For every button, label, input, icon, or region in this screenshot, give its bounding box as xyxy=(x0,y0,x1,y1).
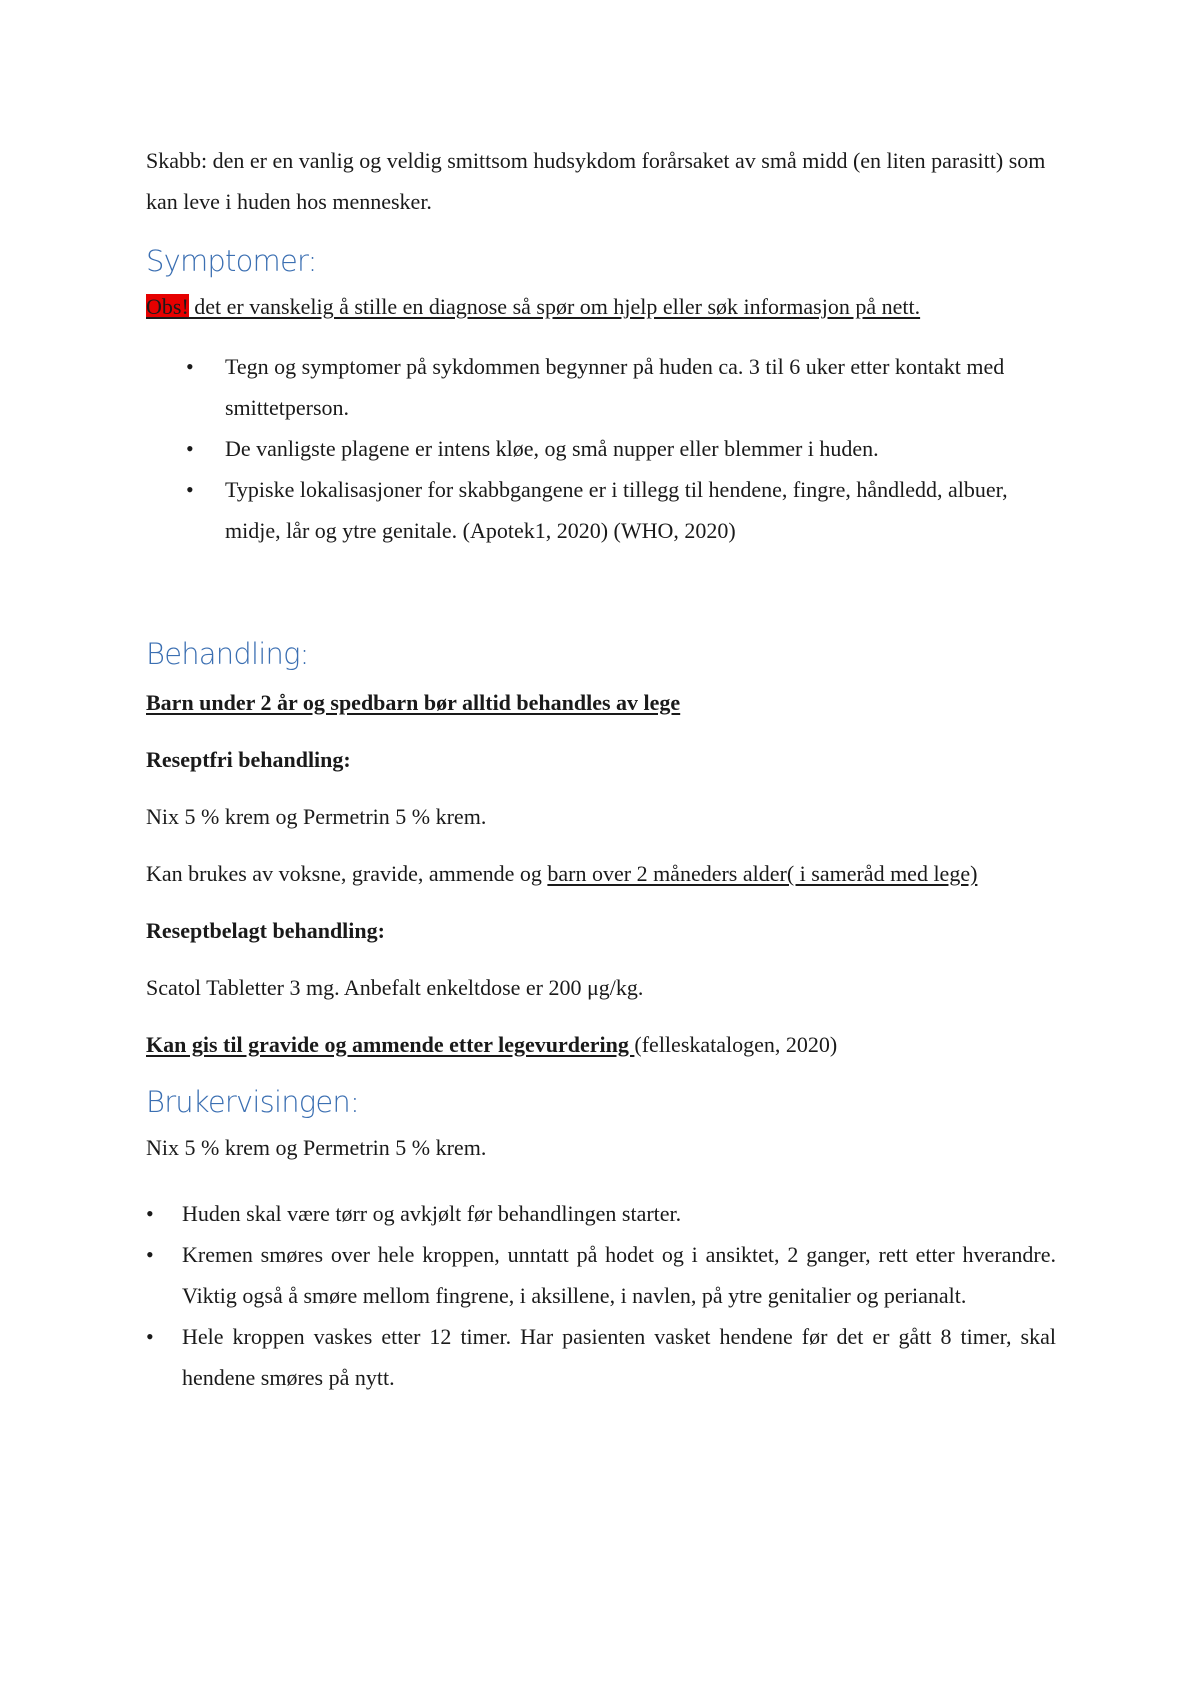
list-item: • Huden skal være tørr og avkjølt før behandlingen starter. xyxy=(146,1193,1056,1234)
otc-heading: Reseptfri behandling: xyxy=(146,747,351,772)
usage-guide-heading: Brukervisingen: xyxy=(146,1085,359,1119)
children-warning: Barn under 2 år og spedbarn bør alltid behandles av lege xyxy=(146,690,681,715)
otc-products: Nix 5 % krem og Permetrin 5 % krem. xyxy=(146,804,487,829)
treatment-heading: Behandling: xyxy=(146,637,309,671)
list-item: • Hele kroppen vaskes etter 12 timer. Har pasienten vasket hendene før det er gått 8 timer, skal hendene smøres på nytt. xyxy=(146,1316,1056,1398)
obs-label: Obs! xyxy=(146,294,189,319)
otc-usage-age-note: barn over 2 måneders alder( i sameråd med lege) xyxy=(547,861,978,886)
obs-note xyxy=(146,286,1056,327)
rx-pregnancy-text: Kan gis til gravide og ammende etter legevurdering xyxy=(146,1032,635,1057)
rx-product: Scatol Tabletter 3 mg. Anbefalt enkeltdose er 200 μg/kg. xyxy=(146,975,644,1000)
rx-pregnancy-note xyxy=(146,1024,1056,1065)
otc-usage-prefix: Kan brukes av voksne, gravide, ammende og xyxy=(146,861,548,886)
symptoms-heading: Symptomer: xyxy=(146,244,317,278)
list-item: • Tegn og symptomer på sykdommen begynner på huden ca. 3 til 6 uker etter kontakt med smittetperson. xyxy=(146,346,1056,428)
document-content xyxy=(146,140,1056,1398)
rx-heading: Reseptbelagt behandling: xyxy=(146,918,385,943)
symptoms-list xyxy=(146,346,1056,551)
otc-usage xyxy=(146,853,1056,894)
usage-guide-products: Nix 5 % krem og Permetrin 5 % krem. xyxy=(146,1135,487,1160)
list-item: • Typiske lokalisasjoner for skabbgangene er i tillegg til hendene, fingre, håndledd, albuer, midje, lår og ytre genitale. (Apotek1, 2020) (WHO, 2020) xyxy=(146,469,1056,551)
usage-guide-list xyxy=(146,1193,1056,1398)
list-item: • Kremen smøres over hele kroppen, unntatt på hodet og i ansiktet, 2 ganger, rett etter hverandre. Viktig også å smøre mellom fingrene, i aksillene, i navlen, på ytre genitalier og perianalt. xyxy=(146,1234,1056,1316)
list-item: • De vanligste plagene er intens kløe, og små nupper eller blemmer i huden. xyxy=(146,428,1056,469)
obs-text: det er vanskelig å stille en diagnose så spør om hjelp eller søk informasjon på nett. xyxy=(188,294,921,319)
intro-paragraph: Skabb: den er en vanlig og veldig smittsom hudsykdom forårsaket av små midd (en liten parasitt) som kan leve i huden hos mennesker. xyxy=(146,148,1046,214)
rx-source: (felleskatalogen, 2020) xyxy=(634,1032,838,1057)
